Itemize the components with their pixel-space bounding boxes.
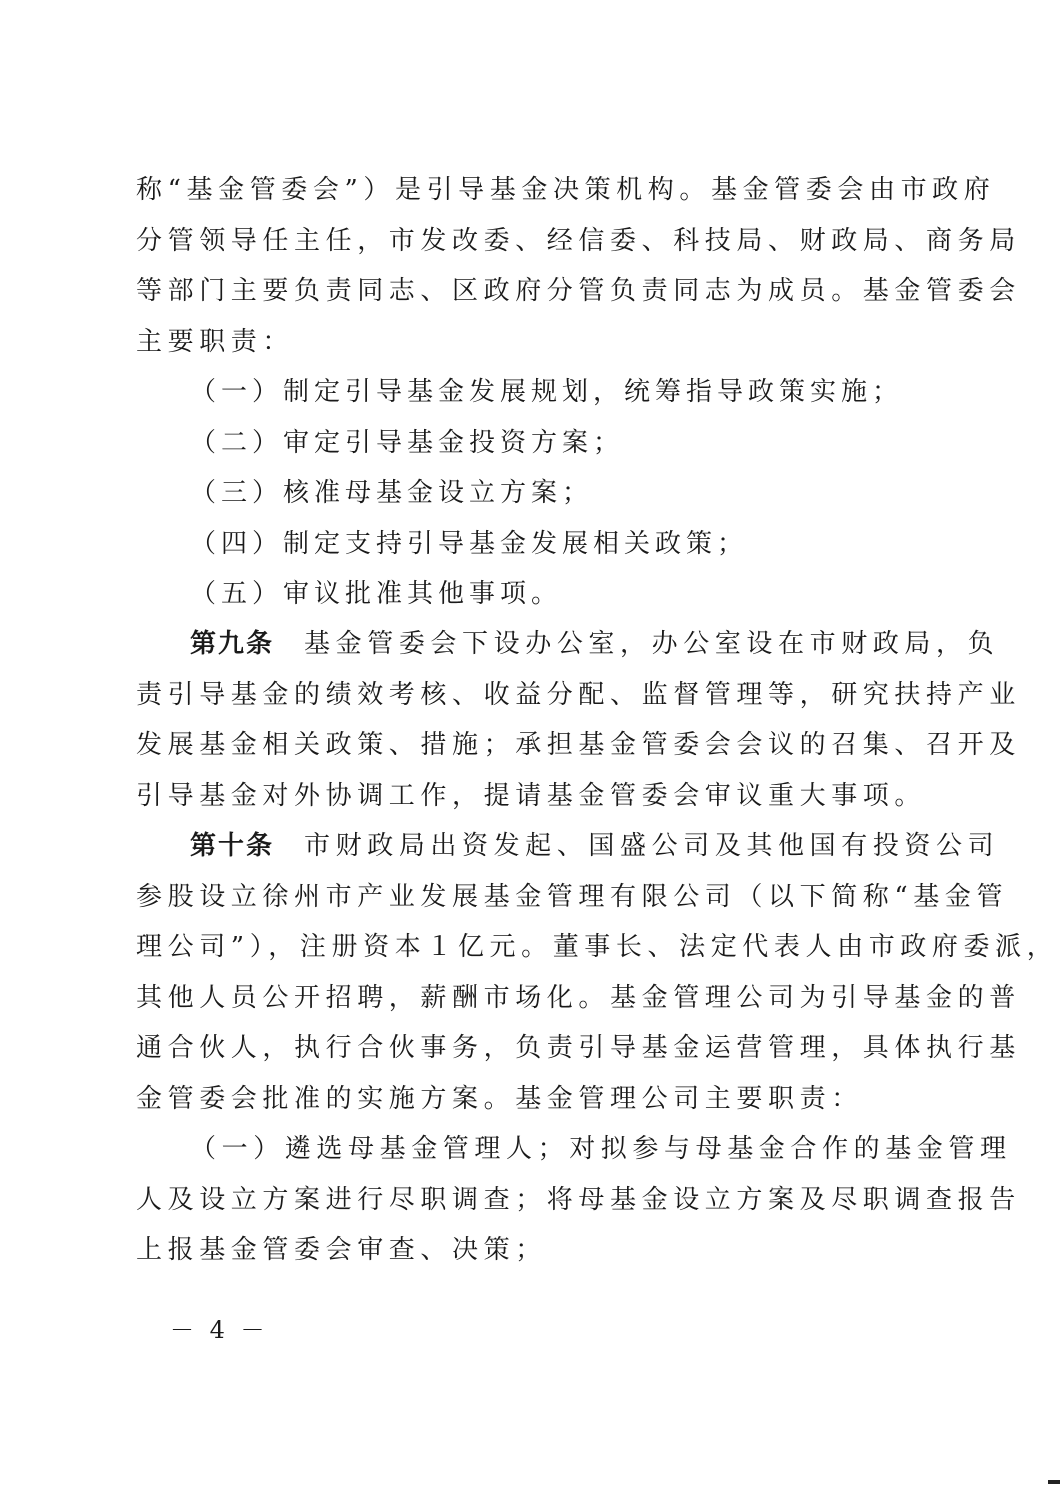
list-item: （二）审定引导基金投资方案； bbox=[190, 428, 625, 458]
paragraph-line: 通合伙人，执行合伙事务，负责引导基金运营管理，具体执行基 bbox=[136, 1033, 1021, 1063]
list-item: （一）制定引导基金发展规划，统筹指导政策实施； bbox=[190, 377, 904, 407]
paragraph-line: 引导基金对外协调工作，提请基金管委会审议重大事项。 bbox=[136, 781, 927, 811]
article-text: 基金管委会下设办公室，办公室设在市财政局，负 bbox=[304, 629, 1000, 659]
article-text: 市财政局出资发起、国盛公司及其他国有投资公司 bbox=[304, 831, 1000, 861]
paragraph-line: 金管委会批准的实施方案。基金管理公司主要职责： bbox=[136, 1084, 863, 1114]
page-number: － 4 － bbox=[170, 1316, 269, 1344]
paragraph-line: 其他人员公开招聘，薪酬市场化。基金管理公司为引导基金的普 bbox=[136, 983, 1021, 1013]
paragraph-line: 参股设立徐州市产业发展基金管理有限公司（以下简称“基金管 bbox=[136, 882, 1009, 912]
list-item: （一）遴选母基金管理人；对拟参与母基金合作的基金管理 bbox=[190, 1134, 1012, 1164]
article-10-first-line bbox=[190, 821, 1000, 871]
list-item: （五）审议批准其他事项。 bbox=[190, 579, 563, 609]
paragraph-line: 称“基金管委会”）是引导基金决策机构。基金管委会由市政府 bbox=[136, 175, 996, 205]
paragraph-line: 等部门主要负责同志、区政府分管负责同志为成员。基金管委会 bbox=[136, 276, 1021, 306]
list-item: （四）制定支持引导基金发展相关政策； bbox=[190, 529, 749, 559]
paragraph-line: 理公司”），注册资本１亿元。董事长、法定代表人由市政府委派， bbox=[136, 932, 1059, 962]
scan-mark bbox=[1048, 1480, 1060, 1484]
paragraph-line: 人及设立方案进行尽职调查；将母基金设立方案及尽职调查报告 bbox=[136, 1185, 1021, 1215]
paragraph-line: 发展基金相关政策、措施；承担基金管委会会议的召集、召开及 bbox=[136, 730, 1021, 760]
article-heading: 第九条 bbox=[190, 629, 275, 659]
article-9-first-line bbox=[190, 619, 1000, 669]
paragraph-line: 上报基金管委会审查、决策； bbox=[136, 1235, 547, 1265]
list-item: （三）核准母基金设立方案； bbox=[190, 478, 594, 508]
paragraph-line: 分管领导任主任，市发改委、经信委、科技局、财政局、商务局 bbox=[136, 226, 1021, 256]
article-heading: 第十条 bbox=[190, 831, 275, 861]
paragraph-line: 责引导基金的绩效考核、收益分配、监督管理等，研究扶持产业 bbox=[136, 680, 1021, 710]
paragraph-line: 主要职责： bbox=[136, 327, 295, 357]
